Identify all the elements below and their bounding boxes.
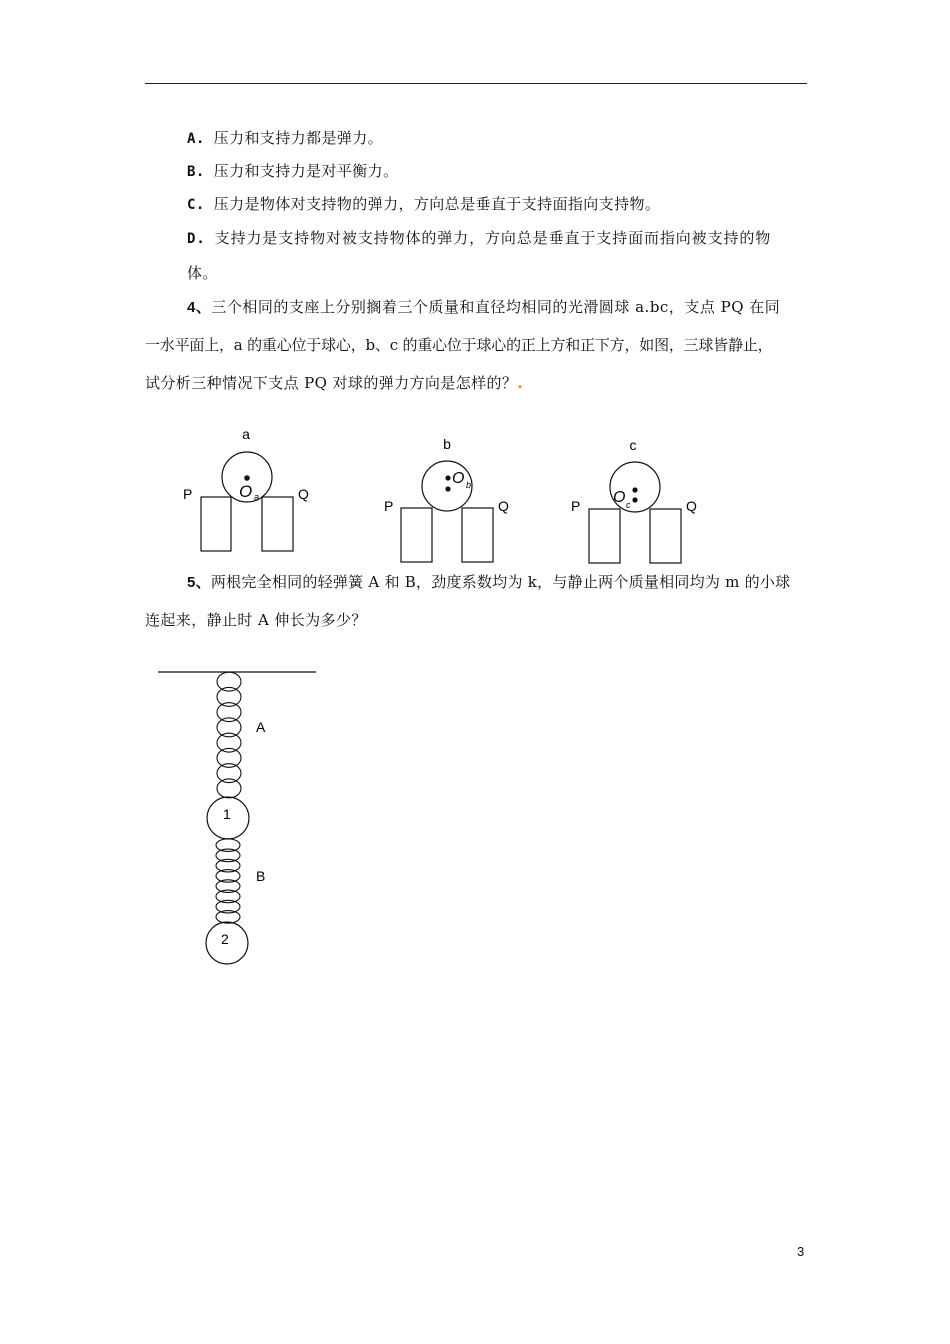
q5-text-1: 两根完全相同的轻弹簧 A 和 B，劲度系数均为 k，与静止两个质量相同均为 m 的小球 [210, 573, 791, 591]
point-b-q: Q [498, 498, 509, 514]
ball-c-center-label: O [613, 489, 626, 506]
option-d-text: 支持力是支持物对被支持物体的弹力，方向总是垂直于支持面而指向被支持的物 [214, 229, 772, 247]
springB-coil [216, 849, 240, 862]
option-d-continuation: 体。 [187, 264, 218, 282]
springA-coil [217, 733, 241, 752]
ball-b-center-label: O [452, 470, 465, 487]
spring-b-label: B [256, 868, 266, 884]
q4-line2: 一水平面上，a 的重心位于球心，b、c 的重心位于球心的正上方和正下方，如图，三球皆静止， [145, 336, 773, 354]
q5-number: 5、 [187, 574, 211, 591]
springA-coil [217, 779, 241, 798]
point-a-q: Q [298, 486, 309, 502]
option-c-letter: C. [187, 197, 205, 213]
springA-coil [217, 748, 241, 767]
springA-coil [217, 687, 241, 706]
springB-coil [216, 839, 240, 852]
spring-a-label: A [256, 719, 266, 735]
springA-coil [217, 703, 241, 722]
springA-coil [217, 672, 241, 691]
ball-a-center-sub: a [254, 492, 260, 502]
option-b-text: 压力和支持力是对平衡力。 [213, 162, 399, 180]
option-d-letter: D. [187, 231, 206, 247]
panel-b-label: b [443, 436, 451, 452]
springB-coil [216, 911, 240, 924]
option-c-text: 压力是物体对支持物的弹力，方向总是垂直于支持面指向支持物。 [213, 195, 661, 213]
spring-b [216, 839, 240, 923]
ball-b-center-sub: b [466, 480, 472, 490]
springB-coil [216, 870, 240, 883]
ball-2-label: 2 [221, 931, 229, 947]
point-a-p: P [183, 486, 193, 502]
q4-text-3: 试分析三种情况下支点 PQ 对球的弹力方向是怎样的？ [145, 374, 518, 392]
q4-number: 4、 [187, 299, 212, 316]
q4-text-1: 三个相同的支座上分别搁着三个质量和直径均相同的光滑圆球 a.bc，支点 PQ 在同 [211, 298, 781, 316]
springA-coil [217, 718, 241, 737]
q5-line2: 连起来，静止时 A 伸长为多少？ [145, 611, 367, 629]
springB-coil [216, 900, 240, 913]
point-c-q: Q [686, 498, 697, 514]
option-a-text: 压力和支持力都是弹力。 [213, 129, 384, 147]
ball-1-label: 1 [223, 806, 231, 822]
ball-c-center-sub: c [626, 500, 631, 510]
spring-a [217, 672, 241, 798]
springB-coil [216, 890, 240, 903]
springA-coil [217, 764, 241, 783]
option-a-letter: A. [187, 131, 205, 147]
page-number: 3 [797, 1244, 805, 1259]
point-c-p: P [571, 498, 581, 514]
ball-a-center-label: O [239, 482, 253, 501]
panel-c-label: c [629, 437, 637, 453]
springB-coil [216, 880, 240, 893]
option-b-letter: B. [187, 164, 205, 180]
springB-coil [216, 859, 240, 872]
point-b-p: P [384, 498, 394, 514]
q4-mark: . [517, 374, 523, 392]
panel-a-label: a [242, 426, 250, 442]
